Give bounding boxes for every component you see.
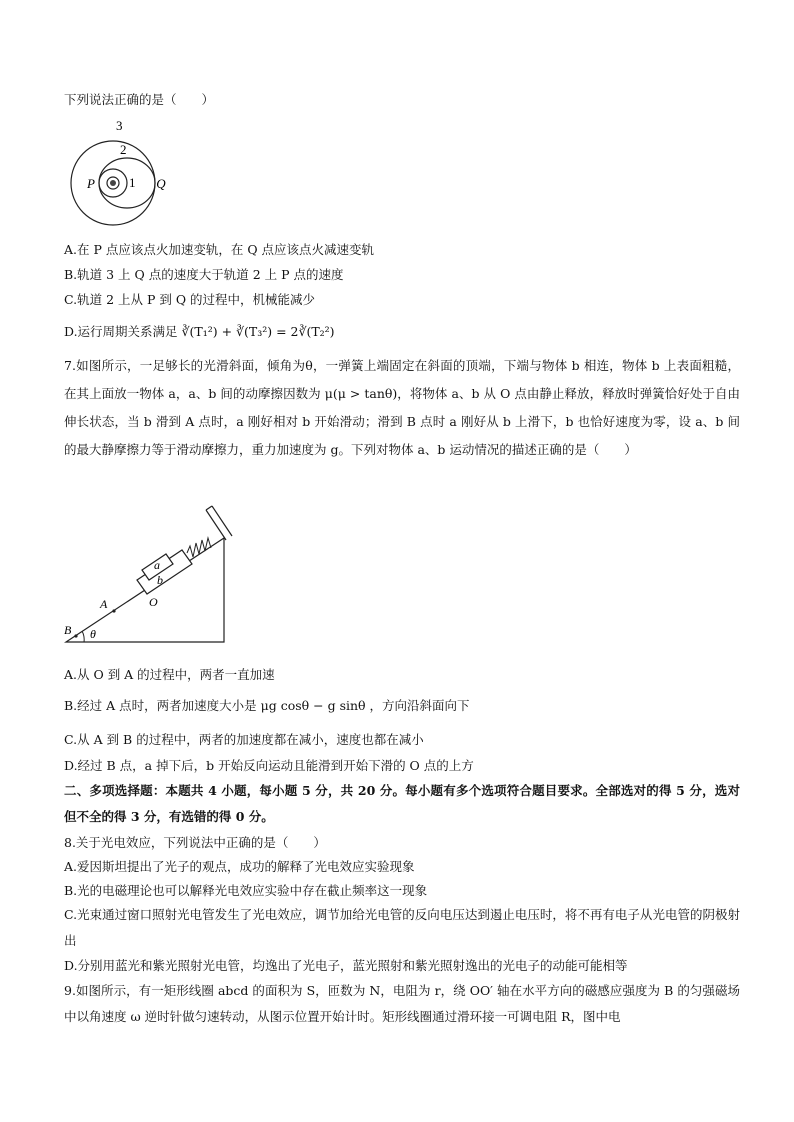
label-1: 1	[129, 175, 136, 190]
q8-stem: 8.关于光电效应，下列说法中正确的是（ ）	[64, 835, 326, 850]
q6-option-c: C.轨道 2 上从 P 到 Q 的过程中，机械能减少	[64, 292, 316, 307]
q8-option-d: D.分别用蓝光和紫光照射光电管，均逸出了光电子，蓝光照射和紫光照射逸出的光电子的动能可能相等	[64, 958, 628, 973]
q6-option-d: D.运行周期关系满足 ∛(T₁²) + ∛(T₃²) = 2∛(T₂²)	[64, 324, 335, 339]
label-point-b: B	[64, 623, 72, 637]
q7-stem: 7.如图所示，一足够长的光滑斜面，倾角为θ，一弹簧上端固定在斜面的顶端，下端与物体 b 相连，物体 b 上表面粗糙，在其上面放一物体 a，a、b 间的动摩擦因数为 μ(μ > tanθ)，将物体 a、b 从 O 点由静止释放，释放时弹簧恰好处于自由伸长状态，当 b 滑到 A 点时，a 刚好相对 b 开始滑动；滑到 B 点时 a 刚好从 b 上滑下，b 也恰好速度为零，设 a、b 间的最大静摩擦力等于滑动摩擦力，重力加速度为 g。下列对物体 a、b 运动情况的描述正确的是（ ）	[64, 358, 740, 457]
label-q: Q	[156, 176, 166, 191]
q6-option-b: B.轨道 3 上 Q 点的速度大于轨道 2 上 P 点的速度	[64, 267, 344, 282]
q6-orbit-figure	[62, 116, 166, 226]
q6-option-a: A.在 P 点应该点火加速变轨，在 Q 点应该点火减速变轨	[64, 242, 375, 257]
q8-option-a: A.爱因斯坦提出了光子的观点，成功的解释了光电效应实验现象	[64, 859, 415, 874]
q9-stem: 9.如图所示，有一矩形线圈 abcd 的面积为 S，匝数为 N，电阻为 r，绕 OO′ 轴在水平方向的磁感应强度为 B 的匀强磁场中以角速度 ω 逆时针做匀速转动，从图示位置开始计时。矩形线圈通过滑环接一可调电阻 R，图中电	[64, 983, 740, 1024]
angle-arc	[82, 631, 84, 642]
label-2: 2	[120, 142, 127, 157]
q7-incline-figure	[62, 500, 238, 648]
q7-option-c: C.从 A 到 B 的过程中，两者的加速度都在减小，速度也都在减小	[64, 732, 424, 747]
q7-option-b: B.经过 A 点时，两者加速度大小是 μg cosθ − g sinθ ，方向沿斜面向下	[64, 698, 470, 713]
q7-option-a: A.从 O 到 A 的过程中，两者一直加速	[64, 667, 275, 682]
top-mount	[206, 510, 226, 540]
label-point-o: O	[149, 595, 158, 609]
label-b: b	[157, 573, 163, 587]
label-p: P	[87, 176, 95, 191]
q6-stem-tail: 下列说法正确的是（ ）	[64, 92, 215, 107]
q8-option-c: C.光束通过窗口照射光电管发生了光电效应，调节加给光电管的反向电压达到遏止电压时，将不再有电子从光电管的阴极射出	[64, 907, 740, 948]
label-3: 3	[116, 118, 123, 133]
point-a-dot	[112, 609, 115, 612]
label-a: a	[154, 558, 160, 572]
q7-option-d: D.经过 B 点，a 掉下后，b 开始反向运动且能滑到开始下滑的 O 点的上方	[64, 758, 474, 773]
section2-heading: 二、多项选择题：本题共 4 小题，每小题 5 分，共 20 分。每小题有多个选项符合题目要求。全部选对的得 5 分，选对但不全的得 3 分，有选错的得 0 分。	[64, 783, 740, 824]
point-b-dot	[74, 634, 77, 637]
q8-option-b: B.光的电磁理论也可以解释光电效应实验中存在截止频率这一现象	[64, 883, 428, 898]
label-point-a: A	[100, 597, 108, 611]
label-theta: θ	[90, 627, 96, 641]
